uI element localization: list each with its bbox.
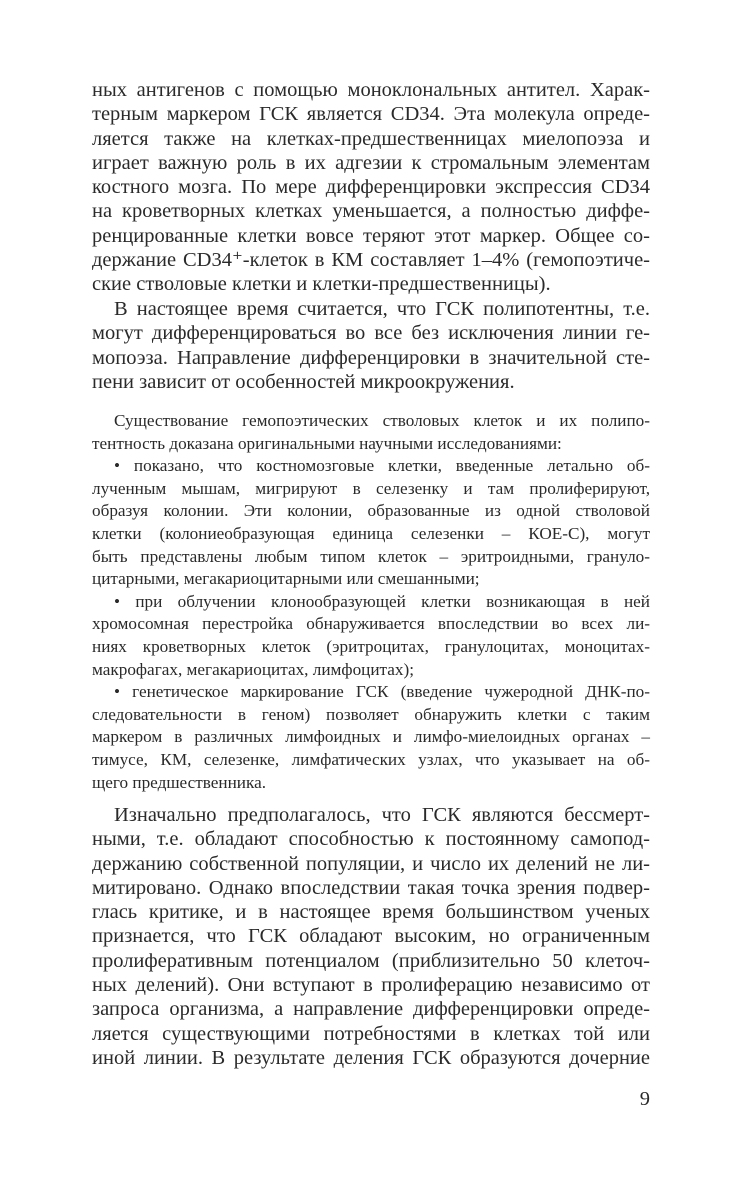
text-line: пени зависит от особенностей микроокружения. [92,370,515,393]
bullet-item-1 [92,455,650,591]
text-line: ренцированные клетки вовсе теряют этот маркер. Общее со- [92,224,650,247]
text-line: щего предшественника. [92,772,266,792]
text-line: на кроветворных клетках уменьшается, а полностью диффе- [92,200,650,223]
text-line: Существование гемопоэтических стволовых клеток и их полипо- [114,411,650,430]
text-line: • генетическое маркирование ГСК (введение чужеродной ДНК-по- [114,682,650,702]
text-line: терным маркером ГСК является CD34. Эта молекула опреде- [92,103,650,126]
evidence-section [92,410,650,794]
bullet-item-2 [92,591,650,681]
text-line: могут дифференцироваться во все без исключения линии ге- [92,322,650,345]
text-line: Изначально предполагалось, что ГСК являются бессмерт- [114,804,650,826]
text-line: быть представлены любым типом клеток – эритроидными, грануло- [92,546,650,566]
text-line: следовательности в геном) позволяет обнаружить клетки с таким [92,704,650,724]
paragraph-3 [92,803,650,1070]
text-line: ские стволовые клетки и клетки-предшественницы). [92,273,551,296]
text-line: играет важную роль в их адгезии к стромальным элементам [92,151,650,174]
text-line: макрофагах, мегакариоцитах, лимфоцитах); [92,659,414,679]
text-line: цитарными, мегакариоцитарными или смешанными; [92,569,480,589]
bullet-item-3 [92,681,650,794]
text-line: • показано, что костномозговые клетки, введенные летально об- [114,456,650,476]
text-line: запроса организма, а направление дифференцировки опреде- [92,998,650,1021]
page-number: 9 [639,1088,650,1110]
text-line: В настоящее время считается, что ГСК полипотентны, т.е. [114,298,650,320]
text-line: клетки (колониеобразующая единица селезенки – КОЕ-С), могут [92,523,650,543]
text-line: образуя колонии. Эти колонии, образованные из одной стволовой [92,501,650,521]
paragraph-1 [92,78,650,297]
paragraph-2 [92,297,650,394]
text-line: тентность доказана оригинальными научными исследованиями: [92,433,562,453]
text-line: иной линии. В результате деления ГСК образуются дочерние [92,1046,650,1069]
text-line: пролиферативным потенциалом (приблизительно 50 клеточ- [92,949,650,972]
text-line: тимусе, КМ, селезенке, лимфатических узлах, что указывает на об- [92,749,650,769]
text-line: ными, т.е. обладают способностью к постоянному самопод- [92,828,650,851]
text-line: глась критике, и в настоящее время большинством ученых [92,901,650,924]
text-line: костного мозга. По мере дифференцировки экспрессия CD34 [92,176,650,199]
text-line: признается, что ГСК обладают высоким, но ограниченным [92,925,650,948]
text-line: лученным мышам, мигрируют в селезенку и там пролиферируют, [92,478,650,498]
text-line: хромосомная перестройка обнаруживается впоследствии во всех ли- [92,614,650,634]
text-line: ляется также на клетках-предшественницах миелопоэза и [92,127,650,150]
text-line: маркером в различных лимфоидных и лимфо-миелоидных органах – [92,727,650,747]
text-line: митировано. Однако впоследствии такая точка зрения подвер- [92,876,650,899]
text-line: ниях кроветворных клеток (эритроцитах, гранулоцитах, моноцитах- [92,636,650,656]
text-line: мопоэза. Направление дифференцировки в значительной сте- [92,346,650,369]
text-line: ных делений). Они вступают в пролиферацию независимо от [92,974,650,997]
text-line: ных антигенов с помощью моноклональных антител. Харак- [92,79,650,101]
text-line: держание CD34⁺-клеток в КМ составляет 1–4% (гемопоэтиче- [92,249,650,272]
text-line: ляется существующими потребностями в клетках той или [92,1022,650,1045]
text-line: • при облучении клонообразующей клетки возникающая в ней [114,591,650,611]
evidence-intro [92,410,650,455]
text-line: держанию собственной популяции, и число их делений не ли- [92,852,650,875]
